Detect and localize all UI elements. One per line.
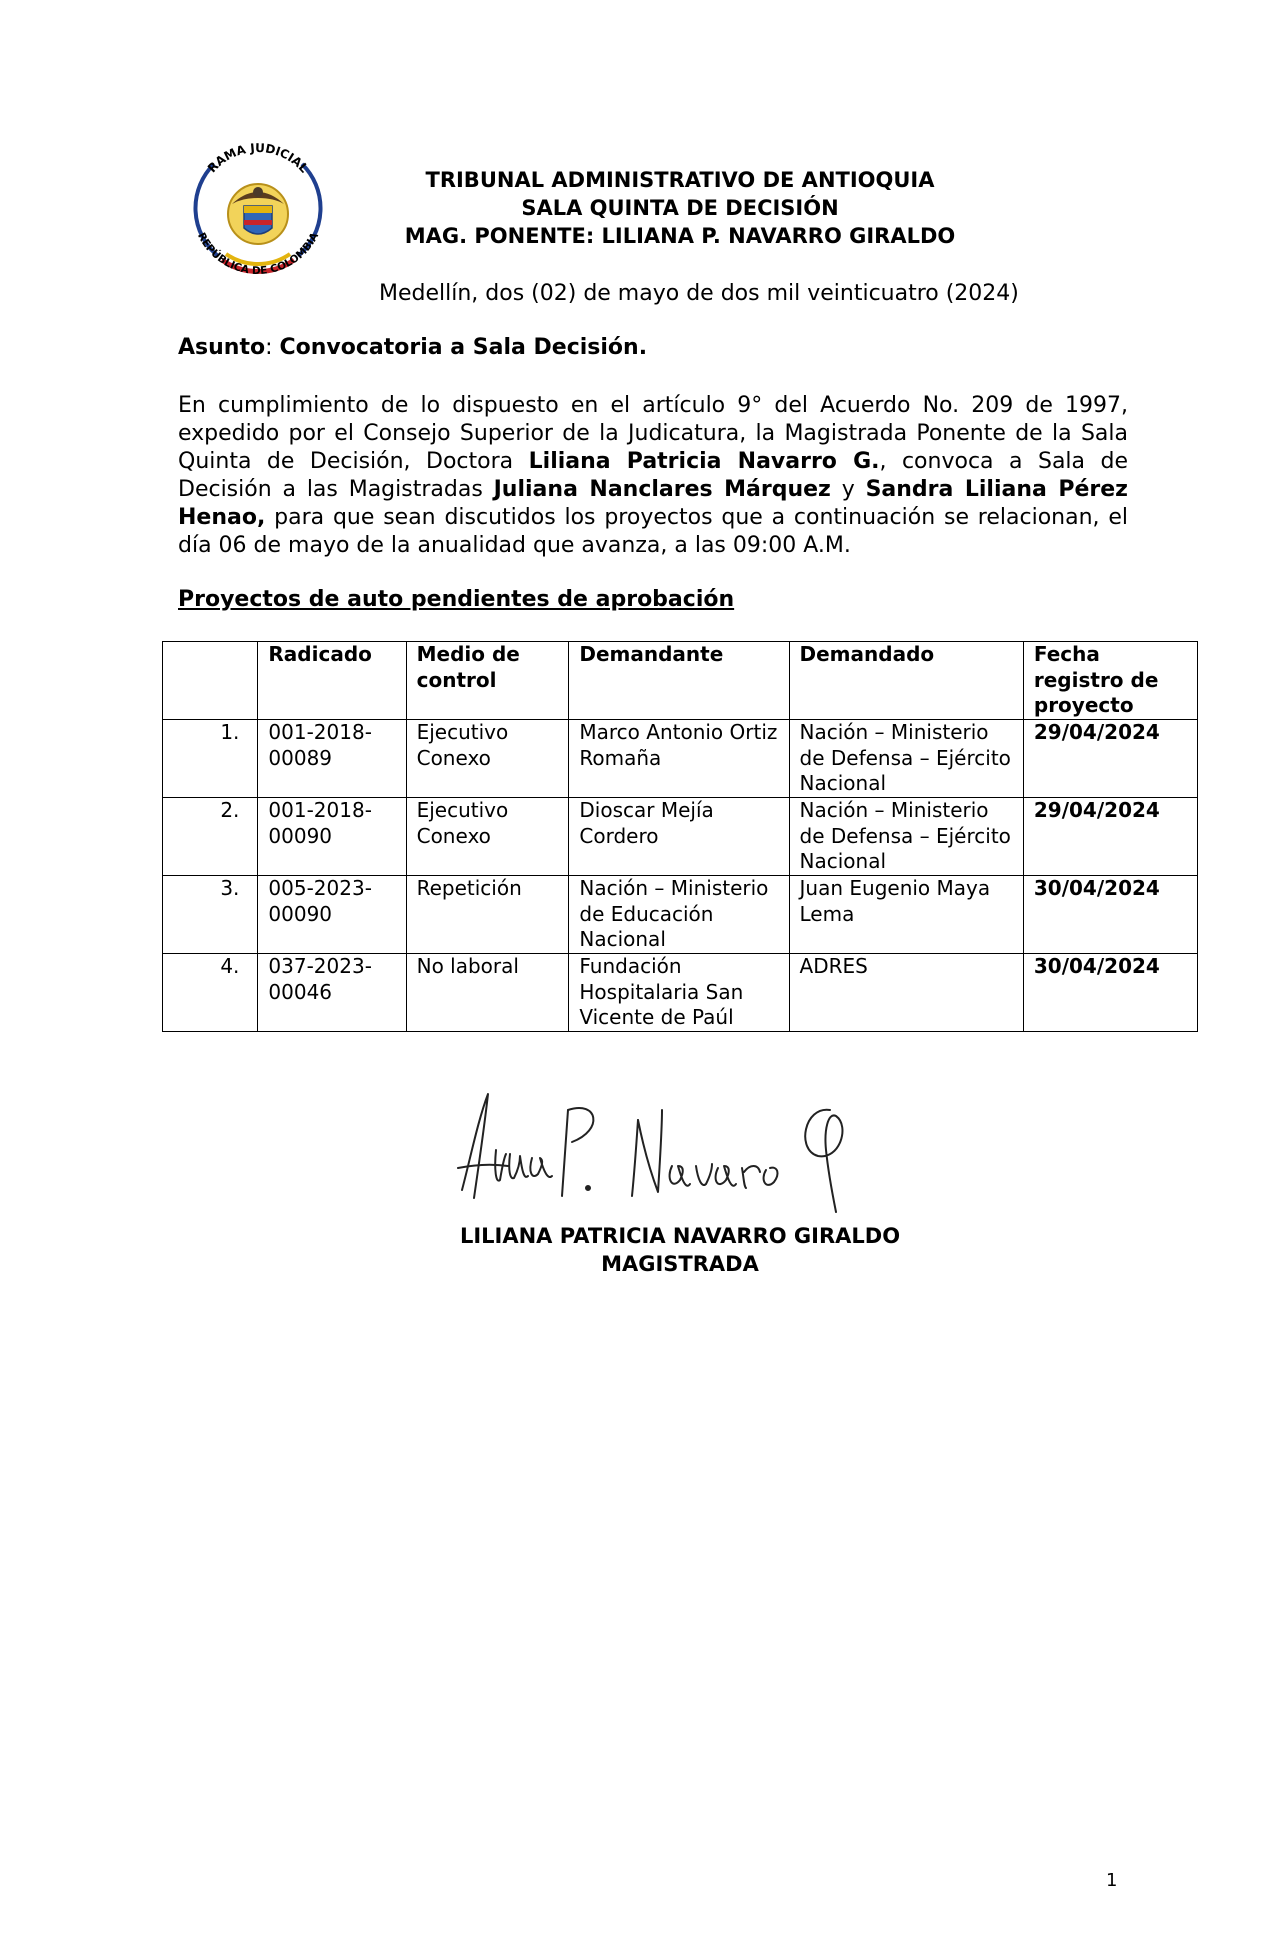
row-fecha: 30/04/2024: [1023, 954, 1197, 1032]
chamber-name: SALA QUINTA DE DECISIÓN: [521, 196, 839, 220]
header-fecha: Fecha registro de proyecto: [1023, 642, 1197, 720]
rama-judicial-seal-logo: [178, 128, 338, 288]
document-date: Medellín, dos (02) de mayo de dos mil veinticuatro (2024): [379, 281, 1019, 306]
row-medio: No laboral: [406, 954, 569, 1032]
subject-separator: :: [265, 335, 280, 360]
seal-text-bottom: REPÚBLICA DE COLOMBIA: [194, 230, 322, 278]
signer-title: MAGISTRADA: [601, 1252, 759, 1276]
signer-block: [340, 1222, 1020, 1278]
body-text-3: y: [830, 477, 866, 502]
body-paragraph: [178, 392, 1128, 560]
row-num: 1.: [163, 720, 258, 798]
row-demandado: Nación – Ministerio de Defensa – Ejército Nacional: [789, 798, 1023, 876]
row-fecha: 30/04/2024: [1023, 876, 1197, 954]
row-num: 3.: [163, 876, 258, 954]
header-num: [163, 642, 258, 720]
row-medio: Repetición: [406, 876, 569, 954]
table-row: [163, 798, 1198, 876]
row-demandado: Nación – Ministerio de Defensa – Ejército Nacional: [789, 720, 1023, 798]
body-name-1: Liliana Patricia Navarro G.: [528, 449, 880, 474]
row-demandante: Nación – Ministerio de Educación Nacional: [569, 876, 789, 954]
signer-name: LILIANA PATRICIA NAVARRO GIRALDO: [459, 1224, 901, 1248]
row-num: 4.: [163, 954, 258, 1032]
header-demandante: Demandante: [569, 642, 789, 720]
row-num: 2.: [163, 798, 258, 876]
body-text-1: En cumplimiento de lo dispuesto en el artículo 9° del Acuerdo No. 209 de 1997, expedido por el Consejo Superior de la Judicatura, la Magistrada Ponente de la Sala Quinta de Decisión, Doctora: [178, 393, 1128, 474]
body-text-2: , convoca a Sala de Decisión a las Magistradas: [178, 449, 1128, 502]
body-text-4: para que sean discutidos los proyectos que a continuación se relacionan, el día 06 de mayo de la anualidad que avanza, a las 09:00 A.M.: [178, 505, 1128, 558]
subject-label: Asunto: [178, 335, 266, 360]
row-demandado: Juan Eugenio Maya Lema: [789, 876, 1023, 954]
body-name-2: Juliana Nanclares Márquez: [493, 477, 831, 502]
court-header: [340, 166, 1020, 250]
row-demandante: Fundación Hospitalaria San Vicente de Paúl: [569, 954, 789, 1032]
row-fecha: 29/04/2024: [1023, 798, 1197, 876]
row-medio: Ejecutivo Conexo: [406, 798, 569, 876]
header-radicado: Radicado: [258, 642, 406, 720]
magistrate-line: MAG. PONENTE: LILIANA P. NAVARRO GIRALDO: [404, 224, 956, 248]
projects-table: [162, 641, 1198, 1032]
row-medio: Ejecutivo Conexo: [406, 720, 569, 798]
row-radicado: 001-2018-00090: [258, 798, 406, 876]
table-row: [163, 720, 1198, 798]
section-title: Proyectos de auto pendientes de aprobación: [178, 587, 735, 612]
row-radicado: 005-2023-00090: [258, 876, 406, 954]
handwritten-signature: [448, 1080, 868, 1220]
court-name: TRIBUNAL ADMINISTRATIVO DE ANTIOQUIA: [425, 168, 935, 192]
table-row: [163, 876, 1198, 954]
table-row: [163, 954, 1198, 1032]
subject-value: Convocatoria a Sala Decisión.: [279, 335, 648, 360]
header-demandado: Demandado: [789, 642, 1023, 720]
row-fecha: 29/04/2024: [1023, 720, 1197, 798]
row-demandado: ADRES: [789, 954, 1023, 1032]
seal-text-top: RAMA JUDICIAL: [204, 140, 312, 176]
body-name-3: Sandra Liliana Pérez Henao,: [178, 477, 1128, 530]
header-medio: Medio de control: [406, 642, 569, 720]
row-demandante: Dioscar Mejía Cordero: [569, 798, 789, 876]
table-header-row: [163, 642, 1198, 720]
row-radicado: 037-2023-00046: [258, 954, 406, 1032]
page-number: 1: [1106, 1870, 1118, 1891]
row-radicado: 001-2018-00089: [258, 720, 406, 798]
row-demandante: Marco Antonio Ortiz Romaña: [569, 720, 789, 798]
subject-line: [178, 334, 647, 362]
